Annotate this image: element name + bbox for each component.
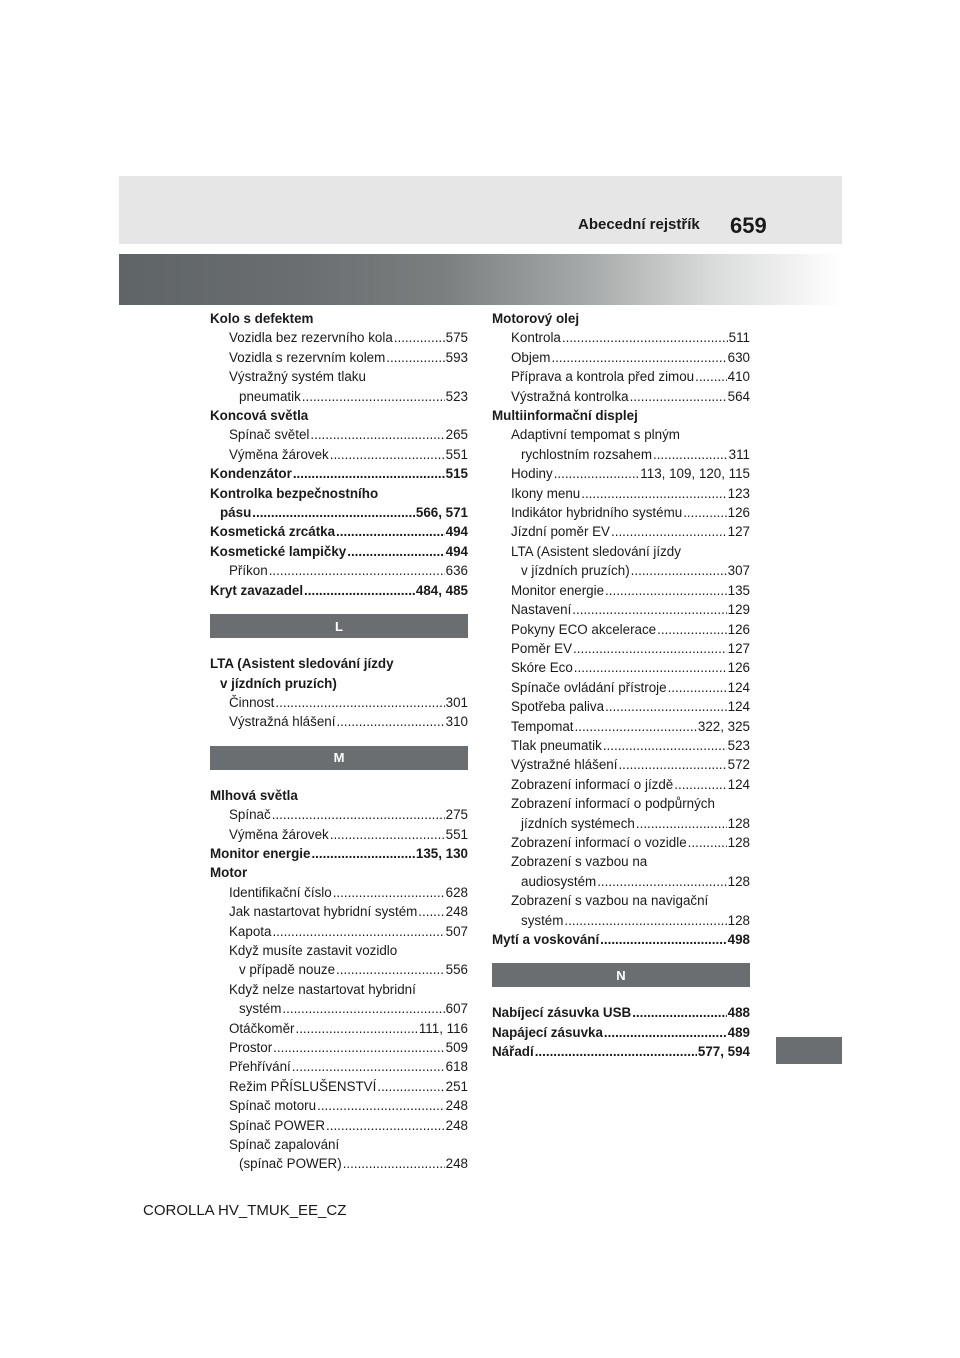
index-entry[interactable] (210, 883, 468, 902)
index-column-right (492, 309, 750, 1062)
index-entry-text: Prostor (229, 1040, 273, 1055)
index-entry-page[interactable]: 593 (445, 349, 468, 365)
index-entry[interactable] (210, 1116, 468, 1135)
index-heading (492, 309, 750, 328)
index-entry[interactable] (210, 825, 468, 844)
index-entry-page[interactable]: 556 (445, 962, 468, 978)
index-entry-page[interactable]: 248 (445, 1117, 468, 1133)
index-entry-page[interactable]: 265 (445, 427, 468, 443)
index-entry-text: Pokyny ECO akcelerace (511, 621, 657, 637)
index-entry-page[interactable]: 566, 571 (415, 505, 468, 521)
footer-model-code: COROLLA HV_TMUK_EE_CZ (143, 1202, 347, 1219)
index-entry-text: Kondenzátor (210, 466, 292, 482)
dot-leader (572, 600, 726, 619)
index-entry[interactable] (210, 902, 468, 921)
section-title: Abecední rejstřík (578, 216, 700, 233)
index-entry-text: Napájecí zásuvka (492, 1024, 603, 1040)
index-entry-page[interactable]: 248 (445, 904, 468, 920)
index-entry-page[interactable]: 636 (445, 563, 468, 579)
index-entry-page[interactable]: 618 (445, 1059, 468, 1075)
index-entry[interactable] (492, 697, 750, 716)
index-entry-text: Motorový olej (492, 311, 580, 326)
dot-leader (275, 693, 444, 712)
index-entry[interactable] (492, 561, 750, 580)
dot-leader (293, 464, 445, 483)
index-entry[interactable] (492, 775, 750, 794)
index-heading (210, 654, 468, 673)
index-entry-text: Jízdní poměr EV (511, 524, 610, 540)
section-letter-bar: M (210, 746, 468, 770)
dot-leader (630, 387, 727, 406)
index-entry[interactable] (492, 387, 750, 406)
index-entry-text: Výstražná hlášení (229, 714, 336, 730)
index-entry-page[interactable]: 551 (445, 446, 468, 462)
dot-leader (554, 464, 640, 483)
dot-leader (573, 639, 727, 658)
index-entry-text: Spínače ovládání přístroje (511, 679, 667, 695)
dot-leader (330, 825, 445, 844)
index-entry-text: Zobrazení informací o jízdě (511, 776, 674, 792)
index-entry-page[interactable]: 126 (727, 621, 750, 637)
dot-leader (326, 1116, 445, 1135)
index-entry-page[interactable]: 113, 109, 120, 115 (640, 466, 750, 482)
section-letter-bar: N (492, 963, 750, 987)
dot-leader (611, 522, 727, 541)
index-entry-text: Zobrazení informací o podpůrných (511, 796, 715, 812)
index-entry-page[interactable]: 509 (445, 1040, 468, 1055)
index-entry[interactable] (492, 1042, 750, 1061)
index-entry[interactable] (210, 561, 468, 580)
dot-leader (632, 1003, 726, 1022)
index-entry[interactable] (492, 581, 750, 600)
index-entry[interactable] (492, 464, 750, 483)
index-heading (492, 794, 750, 813)
index-entry-text: Kosmetické lampičky (210, 543, 347, 559)
dot-leader (600, 930, 726, 949)
index-entry-page[interactable]: 494 (445, 543, 468, 559)
index-entry-text: v jízdních pruzích) (220, 675, 337, 691)
index-entry-page[interactable]: 126 (727, 505, 750, 521)
index-entry-page[interactable]: 128 (727, 834, 750, 850)
index-entry-text: Monitor energie (511, 582, 605, 598)
index-entry-text: Kontrolka bezpečnostního (210, 485, 379, 501)
index-entry-text: Příprava a kontrola před zimou (511, 369, 695, 385)
index-heading (210, 863, 468, 882)
dot-leader (597, 872, 726, 891)
index-entry[interactable] (492, 678, 750, 697)
index-entry[interactable] (210, 844, 468, 863)
index-entry-text: Spínač zapalování (229, 1137, 340, 1153)
index-entry-text: Jak nastartovat hybridní systém (229, 904, 418, 920)
index-entry-text: Kolo s defektem (210, 311, 314, 326)
index-entry-page[interactable]: 494 (445, 524, 468, 540)
dot-leader (386, 348, 444, 367)
index-entry[interactable] (210, 348, 468, 367)
index-entry[interactable] (210, 960, 468, 979)
index-entry-page[interactable]: 124 (727, 776, 750, 792)
index-entry-page[interactable]: 124 (727, 679, 750, 695)
index-entry-text: Nářadí (492, 1044, 534, 1060)
index-entry-page[interactable]: 124 (727, 699, 750, 715)
index-entry[interactable] (210, 328, 468, 347)
index-entry-page[interactable]: 275 (445, 807, 468, 823)
index-entry-text: Výměna žárovek (229, 446, 329, 462)
dot-leader (653, 445, 728, 464)
index-entry[interactable] (492, 503, 750, 522)
dot-leader (695, 367, 727, 386)
index-entry[interactable] (492, 1023, 750, 1042)
index-entry-text: Monitor energie (210, 845, 311, 861)
index-entry-text: pásu (220, 505, 252, 521)
index-entry-page[interactable]: 111, 116 (418, 1020, 468, 1036)
index-entry-page[interactable]: 564 (727, 388, 750, 404)
index-heading (492, 542, 750, 561)
index-entry-page[interactable]: 311 (728, 446, 750, 462)
index-entry-text: Přehřívání (229, 1059, 291, 1075)
index-entry[interactable] (210, 712, 468, 731)
dot-leader (603, 736, 727, 755)
index-entry[interactable] (210, 1057, 468, 1076)
dot-leader (273, 1038, 444, 1057)
index-entry-page[interactable]: 128 (727, 815, 750, 831)
dot-leader (575, 717, 697, 736)
index-heading (210, 980, 468, 999)
index-entry-page[interactable]: 515 (445, 466, 468, 482)
index-entry[interactable] (210, 1038, 468, 1057)
index-entry[interactable] (492, 930, 750, 949)
index-entry-text: Multiinformační displej (492, 408, 638, 424)
index-entry[interactable] (492, 872, 750, 891)
index-entry-text: LTA (Asistent sledování jízdy (210, 656, 394, 672)
index-heading (492, 891, 750, 910)
index-entry[interactable] (210, 1096, 468, 1115)
index-entry[interactable] (492, 348, 750, 367)
index-column-left (210, 309, 468, 1174)
index-entry-text: Identifikační číslo (229, 884, 332, 900)
index-entry[interactable] (210, 805, 468, 824)
dot-leader (562, 328, 728, 347)
index-entry-page[interactable]: 129 (727, 602, 750, 618)
index-entry[interactable] (210, 464, 468, 483)
index-entry-page[interactable]: 523 (445, 388, 468, 404)
index-entry-page[interactable]: 128 (727, 912, 750, 928)
index-entry-text: Spínač (229, 807, 271, 823)
index-entry-text: Spínač motoru (229, 1098, 317, 1114)
index-entry-page[interactable]: 484, 485 (415, 582, 468, 598)
index-entry[interactable] (492, 367, 750, 386)
dot-leader (295, 1019, 417, 1038)
index-entry[interactable] (210, 445, 468, 464)
index-entry-text: Tlak pneumatik (511, 737, 602, 753)
index-entry-page[interactable]: 523 (727, 737, 750, 753)
index-entry-page[interactable]: 127 (727, 640, 750, 656)
index-entry-text: rychlostním rozsahem (521, 446, 652, 462)
index-entry[interactable] (210, 542, 468, 561)
index-heading (210, 367, 468, 386)
index-entry-page[interactable]: 307 (727, 563, 750, 579)
index-entry-page[interactable]: 628 (445, 884, 468, 900)
index-entry-text: LTA (Asistent sledování jízdy (511, 543, 681, 559)
dot-leader (631, 561, 727, 580)
index-entry[interactable] (492, 639, 750, 658)
dot-leader (336, 712, 444, 731)
dot-leader (282, 999, 444, 1018)
dot-leader (564, 911, 726, 930)
index-entry[interactable] (492, 600, 750, 619)
dot-leader (292, 1057, 445, 1076)
dot-leader (551, 348, 726, 367)
dot-leader (574, 658, 727, 677)
dot-leader (605, 581, 727, 600)
index-entry-text: Indikátor hybridního systému (511, 505, 683, 521)
index-entry-text: systém (239, 1001, 282, 1017)
dot-leader (377, 1077, 444, 1096)
index-entry-text: Hodiny (511, 466, 553, 482)
dot-leader (272, 922, 444, 941)
index-entry-text: Adaptivní tempomat s plným (511, 427, 680, 443)
dot-leader (269, 561, 445, 580)
index-entry-text: Koncová světla (210, 408, 309, 424)
dot-leader (674, 775, 726, 794)
index-entry-text: Když musíte zastavit vozidlo (229, 942, 398, 958)
index-entry-text: Zobrazení s vazbou na (511, 854, 648, 870)
index-entry-text: Ikony menu (511, 485, 581, 501)
index-entry-text: (spínač POWER) (239, 1156, 342, 1172)
dot-leader (618, 755, 726, 774)
index-entry[interactable] (210, 581, 468, 600)
index-entry-text: Poměr EV (511, 640, 573, 656)
index-entry-text: Nabíjecí zásuvka USB (492, 1005, 632, 1021)
index-entry-page[interactable]: 511 (728, 330, 750, 346)
index-entry[interactable] (210, 425, 468, 444)
index-entry[interactable] (210, 387, 468, 406)
index-entry-text: Režim PŘÍSLUŠENSTVÍ (229, 1078, 377, 1094)
index-entry-text: Spotřeba paliva (511, 699, 605, 715)
dot-leader (604, 1023, 727, 1042)
dot-leader (347, 542, 444, 561)
index-entry[interactable] (210, 999, 468, 1018)
index-entry[interactable] (210, 1154, 468, 1173)
index-entry[interactable] (492, 755, 750, 774)
index-entry-text: Zobrazení informací o vozidle (511, 834, 687, 850)
index-entry[interactable] (492, 445, 750, 464)
index-entry-page[interactable]: 577, 594 (697, 1044, 750, 1060)
index-entry[interactable] (210, 522, 468, 541)
index-entry[interactable] (492, 833, 750, 852)
index-entry[interactable] (492, 1003, 750, 1022)
index-entry-page[interactable]: 248 (445, 1156, 468, 1172)
chapter-side-tab (776, 1037, 842, 1064)
dot-leader (343, 1154, 445, 1173)
index-entry[interactable] (492, 717, 750, 736)
index-entry[interactable] (492, 328, 750, 347)
index-entry-text: v případě nouze (239, 962, 336, 978)
index-entry-text: Objem (511, 349, 551, 365)
index-entry-text: Kapota (229, 923, 272, 939)
dot-leader (657, 620, 727, 639)
page-number: 659 (730, 213, 767, 238)
index-entry-text: Vozidla bez rezervního kola (229, 330, 393, 346)
index-entry-page[interactable]: 135 (727, 582, 750, 598)
index-entry-page[interactable]: 127 (727, 524, 750, 540)
index-entry[interactable] (492, 736, 750, 755)
index-heading (492, 852, 750, 871)
index-entry[interactable] (492, 814, 750, 833)
index-entry-text: Když nelze nastartovat hybridní (229, 981, 416, 997)
dot-leader (688, 833, 727, 852)
index-entry[interactable] (210, 503, 468, 522)
index-entry-page[interactable]: 123 (727, 485, 750, 501)
index-entry-text: Výstražná kontrolka (511, 388, 629, 404)
index-entry-text: Kosmetická zrcátka (210, 524, 336, 540)
index-entry-page[interactable]: 322, 325 (697, 718, 750, 734)
index-entry-page[interactable]: 128 (727, 873, 750, 889)
dot-leader (330, 445, 445, 464)
index-entry-page[interactable]: 498 (727, 932, 750, 947)
index-heading (210, 309, 468, 328)
dot-leader (310, 425, 444, 444)
index-entry-text: Vozidla s rezervním kolem (229, 349, 386, 365)
index-entry-page[interactable]: 551 (445, 826, 468, 842)
index-entry-text: Nastavení (511, 602, 572, 618)
dot-leader (333, 883, 445, 902)
index-entry-page[interactable]: 507 (445, 923, 468, 939)
dot-leader (304, 581, 415, 600)
index-entry-page[interactable]: 410 (727, 369, 750, 385)
dot-leader (636, 814, 727, 833)
index-entry-text: pneumatik (239, 388, 301, 404)
index-entry[interactable] (492, 484, 750, 503)
index-entry-text: Otáčkoměr (229, 1020, 295, 1036)
index-entry-text: Mlhová světla (210, 787, 298, 803)
decorative-gradient-bar (119, 254, 842, 305)
index-heading (210, 1135, 468, 1154)
index-heading (210, 406, 468, 425)
index-entry[interactable] (492, 658, 750, 677)
index-entry-text: Tempomat (511, 718, 574, 734)
index-entry-text: Výměna žárovek (229, 826, 329, 842)
index-entry-page[interactable]: 248 (445, 1098, 468, 1114)
dot-leader (535, 1042, 697, 1061)
index-entry-text: jízdních systémech (521, 815, 635, 831)
index-entry-page[interactable]: 488 (727, 1005, 750, 1021)
index-entry[interactable] (492, 522, 750, 541)
dot-leader (581, 484, 726, 503)
index-entry-page[interactable]: 310 (445, 714, 468, 730)
dot-leader (668, 678, 727, 697)
index-entry[interactable] (492, 911, 750, 930)
index-entry-text: Spínač POWER (229, 1117, 325, 1133)
dot-leader (252, 503, 415, 522)
index-entry-text: Kontrola (511, 330, 561, 346)
index-entry-text: Příkon (229, 563, 268, 579)
index-entry-page[interactable]: 126 (727, 660, 750, 676)
section-letter-bar: L (210, 614, 468, 638)
index-entry-page[interactable]: 135, 130 (415, 845, 468, 861)
index-entry-text: v jízdních pruzích) (521, 563, 630, 579)
index-entry-text: Výstražné hlášení (511, 757, 618, 773)
index-entry-text: Zobrazení s vazbou na navigační (511, 893, 709, 909)
index-heading (210, 484, 468, 503)
dot-leader (311, 844, 414, 863)
index-heading (492, 425, 750, 444)
index-entry-text: Motor (210, 865, 248, 881)
index-entry-text: systém (521, 912, 564, 928)
index-heading (210, 941, 468, 960)
index-heading (210, 674, 468, 693)
index-entry-page[interactable]: 572 (727, 757, 750, 773)
index-entry-page[interactable]: 575 (445, 330, 468, 346)
index-entry[interactable] (210, 693, 468, 712)
index-entry-text: Kryt zavazadel (210, 582, 304, 598)
index-entry-text: Výstražný systém tlaku (229, 369, 366, 385)
index-entry[interactable] (210, 922, 468, 941)
index-entry-page[interactable]: 301 (445, 694, 468, 710)
dot-leader (317, 1096, 445, 1115)
index-entry-page[interactable]: 489 (727, 1024, 750, 1040)
dot-leader (272, 805, 445, 824)
index-entry-page[interactable]: 630 (727, 349, 750, 365)
index-heading (492, 406, 750, 425)
index-entry-text: Spínač světel (229, 427, 310, 443)
dot-leader (418, 902, 444, 921)
index-entry-page[interactable]: 251 (445, 1078, 468, 1094)
dot-leader (605, 697, 727, 716)
dot-leader (336, 960, 445, 979)
index-entry[interactable] (210, 1019, 468, 1038)
index-entry-text: Činnost (229, 694, 275, 710)
index-entry[interactable] (492, 620, 750, 639)
dot-leader (336, 522, 445, 541)
index-entry-text: audiosystém (521, 873, 597, 889)
dot-leader (394, 328, 445, 347)
index-heading (210, 786, 468, 805)
index-entry-text: Mytí a voskování (492, 932, 600, 947)
dot-leader (302, 387, 445, 406)
index-entry[interactable] (210, 1077, 468, 1096)
index-entry-page[interactable]: 607 (445, 1001, 468, 1017)
index-entry-text: Skóre Eco (511, 660, 573, 676)
dot-leader (683, 503, 726, 522)
